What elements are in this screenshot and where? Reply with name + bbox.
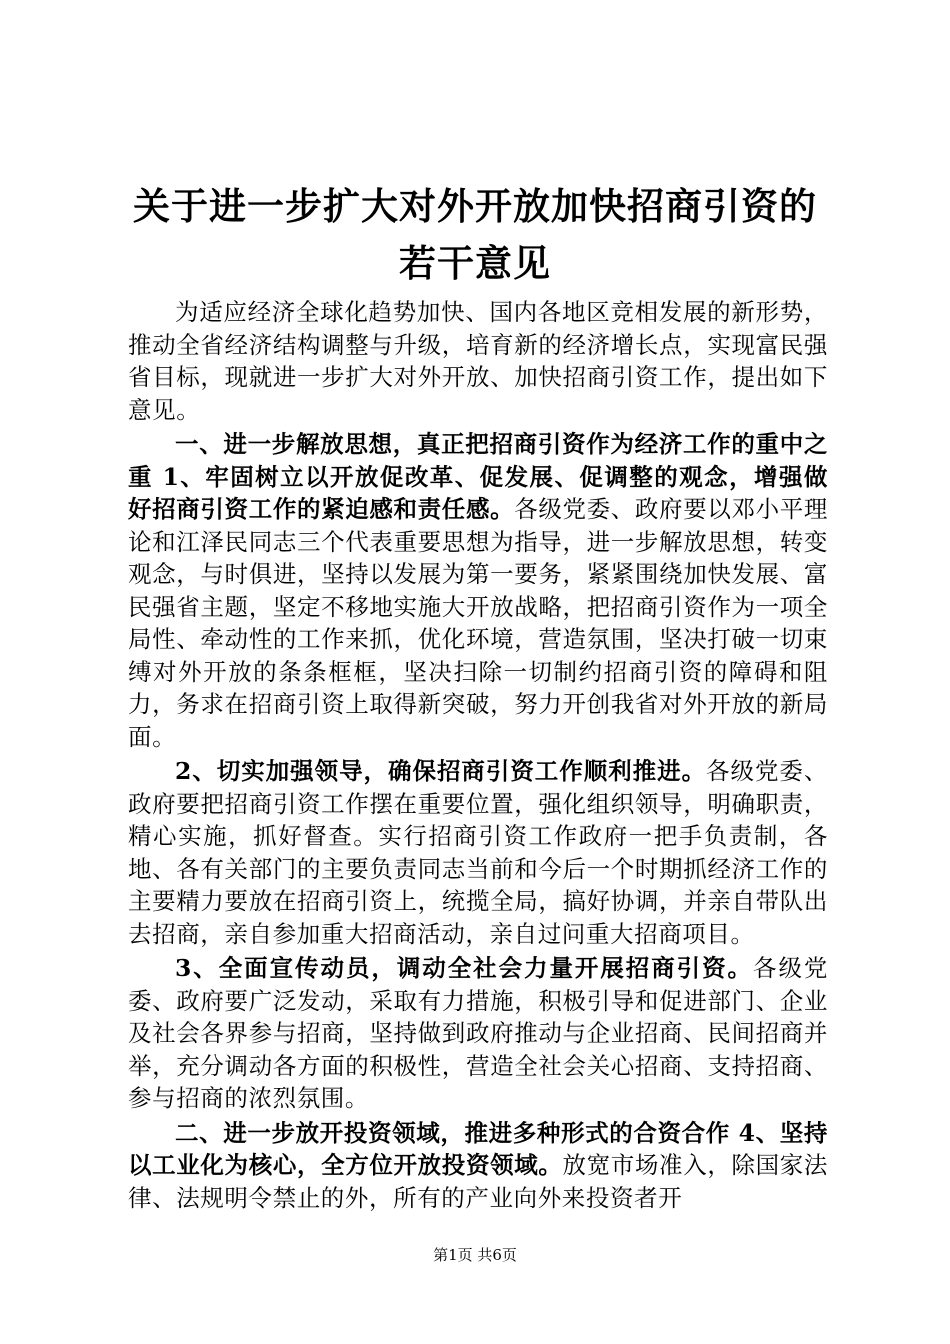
paragraph-section-1 [128, 428, 828, 753]
paragraph-text: 各级党委、政府要把招商引资工作摆在重要位置，强化组织领导，明确职责，精心实施，抓好督查。实行招商引资工作政府一把手负责制，各地、各有关部门的主要负责同志当前和今后一个时期抓经济工作的主要精力要放在招商引资上，统揽全局，搞好协调，并亲自带队出去招商，亲自参加重大招商活动，亲自过问重大招商项目。 [128, 757, 828, 948]
paragraph-item-3 [128, 952, 828, 1115]
page-number: 第1页 共6页 [433, 1246, 517, 1264]
paragraph-heading: 二、进一步放开投资领域，推进多种形式的合资合作 4、坚持以工业化为核心，全方位开放投资领域。 [128, 1118, 828, 1179]
paragraph-section-2 [128, 1117, 828, 1215]
paragraph-heading: 3、全面宣传动员，调动全社会力量开展招商引资。 [175, 954, 753, 982]
paragraph-text: 放宽市场准入，除国家法律、法规明令禁止的外，所有的产业向外来投资者开 [128, 1151, 828, 1212]
paragraph-intro [128, 296, 828, 426]
paragraph-text: 各级党委、政府要以邓小平理论和江泽民同志三个代表重要思想为指导，进一步解放思想，转变观念，与时俱进，坚持以发展为第一要务，紧紧围绕加快发展、富民强省主题，坚定不移地实施大开放战略，把招商引资作为一项全局性、牵动性的工作来抓，优化环境，营造氛围，坚决打破一切束缚对外开放的条条框框，坚决扫除一切制约招商引资的障碍和阻力，务求在招商引资上取得新突破，努力开创我省对外开放的新局面。 [128, 495, 828, 751]
paragraph-heading: 2、切实加强领导，确保招商引资工作顺利推进。 [175, 757, 707, 785]
paragraph-heading: 一、进一步解放思想，真正把招商引资作为经济工作的重中之重 1、牢固树立以开放促改革、促发展、促调整的观念，增强做好招商引资工作的紧迫感和责任感。 [128, 430, 828, 523]
document-body [128, 296, 828, 1214]
paragraph-text: 各级党委、政府要广泛发动，采取有力措施，积极引导和促进部门、企业及社会各界参与招商，坚持做到政府推动与企业招商、民间招商并举，充分调动各方面的积极性，营造全社会关心招商、支持招商、参与招商的浓烈氛围。 [128, 954, 828, 1112]
paragraph-item-2 [128, 755, 828, 950]
document-title: 关于进一步扩大对外开放加快招商引资的若干意见 [133, 184, 817, 285]
paragraph-text: 为适应经济全球化趋势加快、国内各地区竞相发展的新形势，推动全省经济结构调整与升级，培育新的经济增长点，实现富民强省目标，现就进一步扩大对外开放、加快招商引资工作，提出如下意见。 [128, 298, 828, 424]
